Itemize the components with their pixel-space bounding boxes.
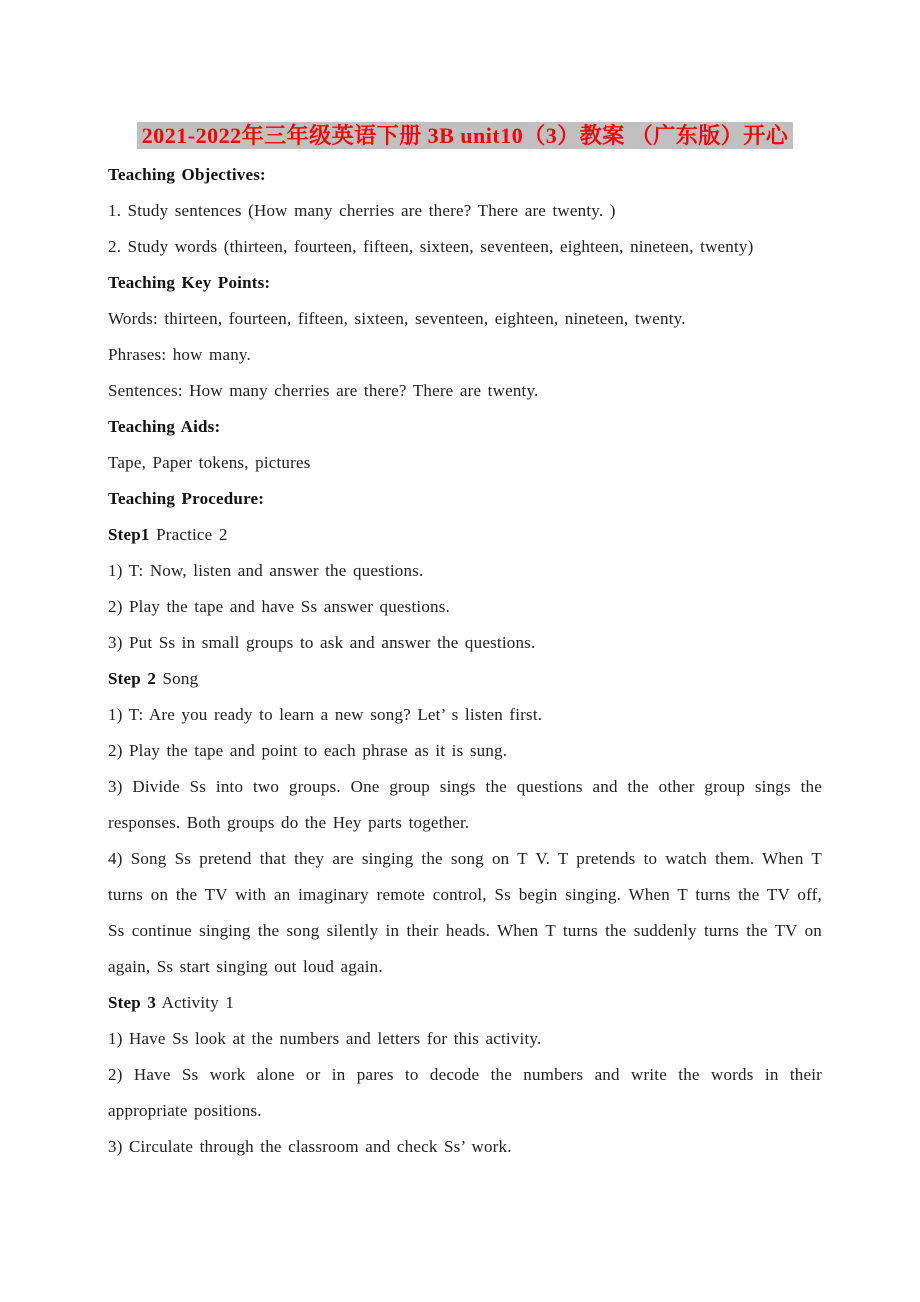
- body-line: 1) T: Now, listen and answer the questions.: [108, 561, 424, 580]
- step-line: Step 2 Song: [108, 669, 199, 688]
- body-line: Sentences: How many cherries are there? There are twenty.: [108, 381, 539, 400]
- document-title-text: 2021-2022年三年级英语下册 3B unit10（3）教案 （广东版）开心: [137, 122, 793, 149]
- section-heading: Teaching Procedure:: [108, 489, 265, 508]
- body-line: 2. Study words (thirteen, fourteen, fifteen, sixteen, seventeen, eighteen, nineteen, twenty): [108, 237, 754, 256]
- body-line: 1) Have Ss look at the numbers and letters for this activity.: [108, 1029, 542, 1048]
- step-label: Step1: [108, 525, 150, 544]
- body-line: 3) Put Ss in small groups to ask and answer the questions.: [108, 633, 536, 652]
- body-line: Tape, Paper tokens, pictures: [108, 453, 311, 472]
- document-title: [108, 122, 822, 152]
- body-line: 2) Have Ss work alone or in pares to decode the numbers and write the words in their appropriate positions.: [108, 1065, 822, 1120]
- body-line: 1. Study sentences (How many cherries are there? There are twenty. ): [108, 201, 616, 220]
- body-line: Phrases: how many.: [108, 345, 251, 364]
- body-line: 2) Play the tape and point to each phrase as it is sung.: [108, 741, 508, 760]
- step-line: Step1 Practice 2: [108, 525, 228, 544]
- section-heading: Teaching Objectives:: [108, 165, 266, 184]
- section-heading: Teaching Aids:: [108, 417, 221, 436]
- step-line: Step 3 Activity 1: [108, 993, 235, 1012]
- section-heading: Teaching Key Points:: [108, 273, 271, 292]
- body-line: Words: thirteen, fourteen, fifteen, sixteen, seventeen, eighteen, nineteen, twenty.: [108, 309, 686, 328]
- body-line: 2) Play the tape and have Ss answer questions.: [108, 597, 450, 616]
- body-line: 4) Song Ss pretend that they are singing the song on T V. T pretends to watch them. When T turns on the TV with an imaginary remote control, Ss begin singing. When T turns the TV off, Ss continue singing the song silently in their heads. When T turns the suddenly turns the TV on again, Ss start singing out loud again.: [108, 849, 822, 976]
- body-line: 3) Circulate through the classroom and check Ss’ work.: [108, 1137, 512, 1156]
- body-line: 1) T: Are you ready to learn a new song? Let’ s listen first.: [108, 705, 543, 724]
- document-body: [108, 157, 822, 1165]
- body-line: 3) Divide Ss into two groups. One group sings the questions and the other group sings the responses. Both groups do the Hey parts together.: [108, 777, 822, 832]
- step-label: Step 2: [108, 669, 157, 688]
- step-label: Step 3: [108, 993, 157, 1012]
